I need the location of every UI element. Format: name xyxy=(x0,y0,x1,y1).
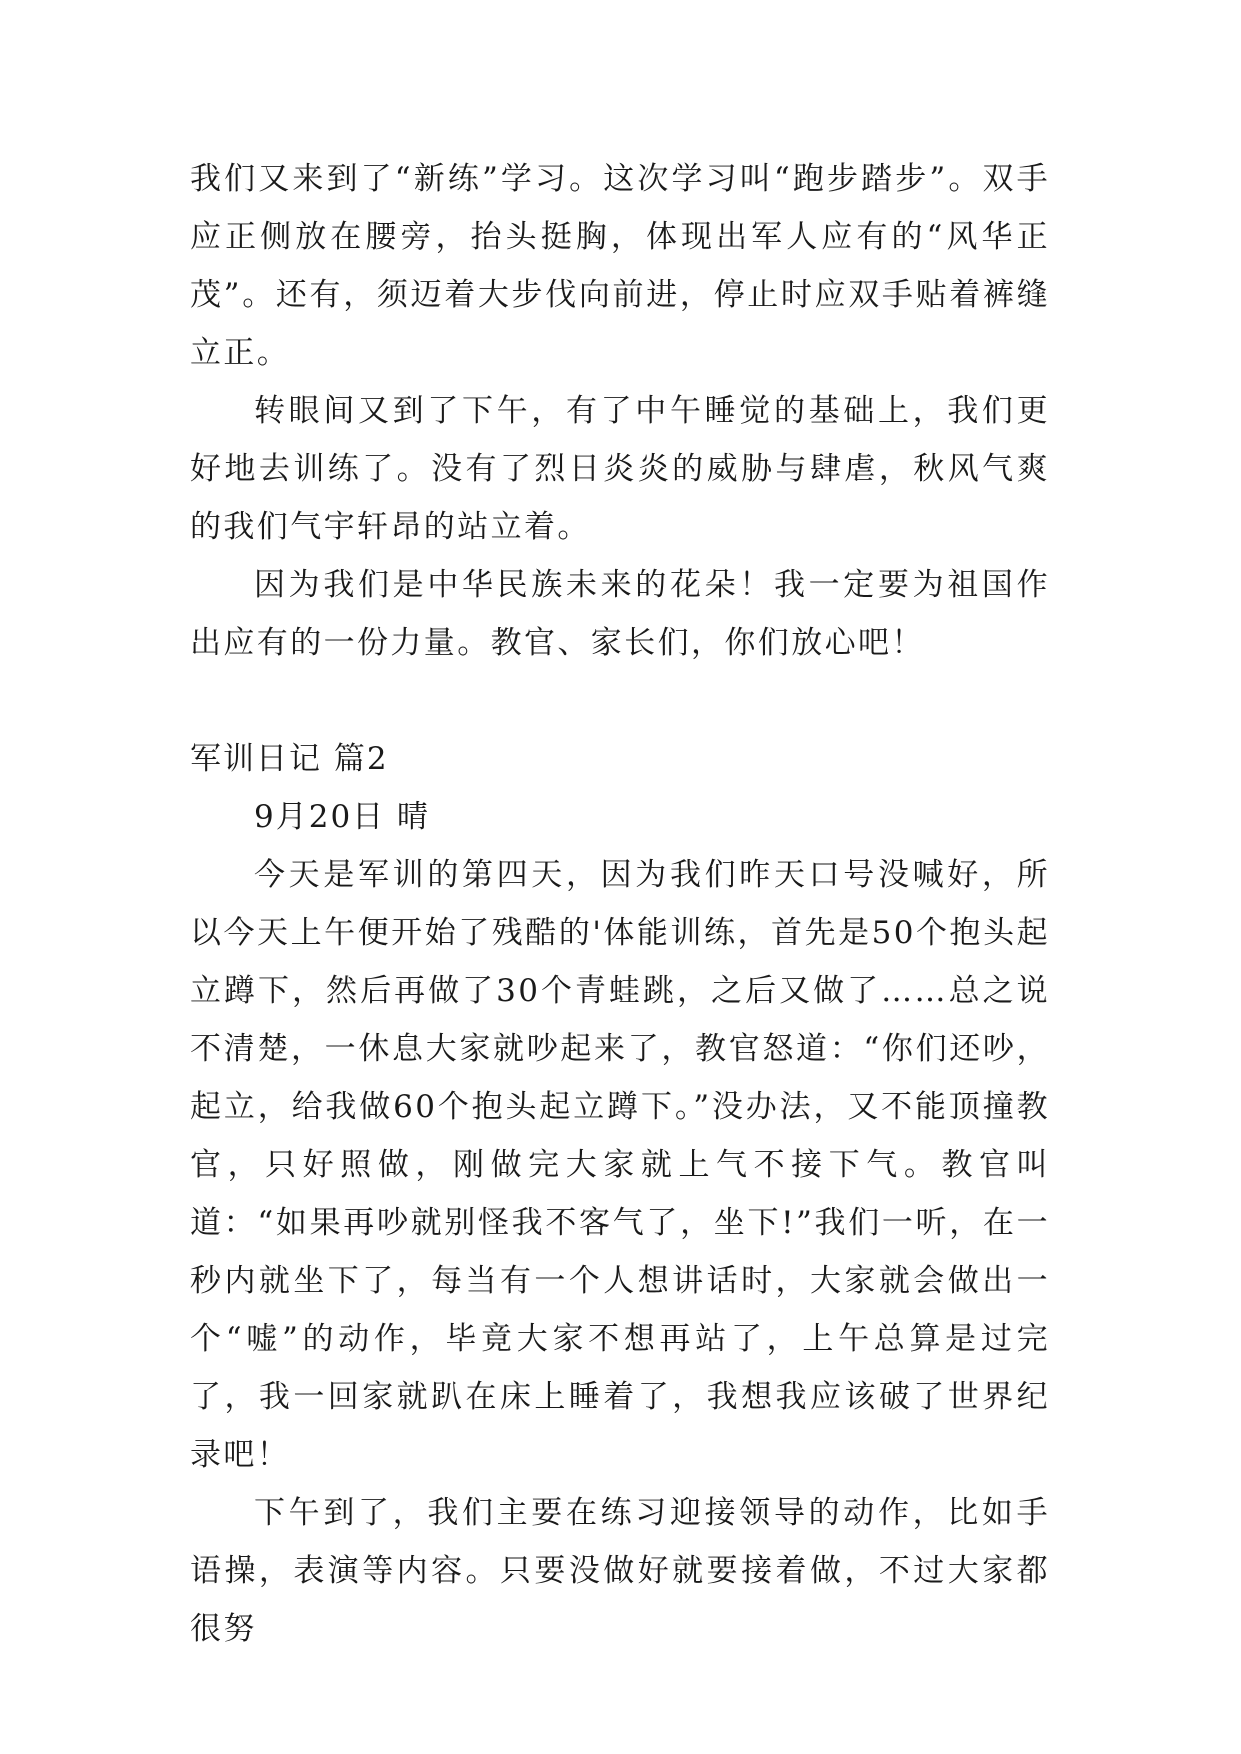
section-heading: 军训日记 篇2 xyxy=(190,741,389,777)
diary-date: 9月20日 晴 xyxy=(254,799,431,835)
document-body xyxy=(190,150,1050,1658)
paragraph-afternoon: 转眼间又到了下午，有了中午睡觉的基础上，我们更好地去训练了。没有了烈日炎炎的威胁与肆虐，秋风气爽的我们气宇轩昂的站立着。 xyxy=(190,393,1050,545)
section-gap xyxy=(190,672,1050,730)
paragraph-day-four: 今天是军训的第四天，因为我们昨天口号没喊好，所以今天上午便开始了残酷的'体能训练，首先是50个抱头起立蹲下，然后再做了30个青蛙跳，之后又做了……总之说不清楚，一休息大家就吵起来了，教官怒道：“你们还吵，起立，给我做60个抱头起立蹲下。”没办法，又不能顶撞教官，只好照做，刚做完大家就上气不接下气。教官叫道：“如果再吵就别怪我不客气了，坐下!”我们一听，在一秒内就坐下了，每当有一个人想讲话时，大家就会做出一个“嘘”的动作，毕竟大家不想再站了，上午总算是过完了，我一回家就趴在床上睡着了，我想我应该破了世界纪录吧！ xyxy=(190,857,1050,1473)
paragraph-continued: 我们又来到了“新练”学习。这次学习叫“跑步踏步”。双手应正侧放在腰旁，抬头挺胸，体现出军人应有的“风华正茂”。还有，须迈着大步伐向前进，停止时应双手贴着裤缝立正。 xyxy=(190,161,1050,371)
paragraph-conclusion: 因为我们是中华民族未来的花朵！我一定要为祖国作出应有的一份力量。教官、家长们，你们放心吧！ xyxy=(190,567,1050,661)
paragraph-afternoon-practice: 下午到了，我们主要在练习迎接领导的动作，比如手语操，表演等内容。只要没做好就要接着做，不过大家都很努 xyxy=(190,1495,1050,1647)
